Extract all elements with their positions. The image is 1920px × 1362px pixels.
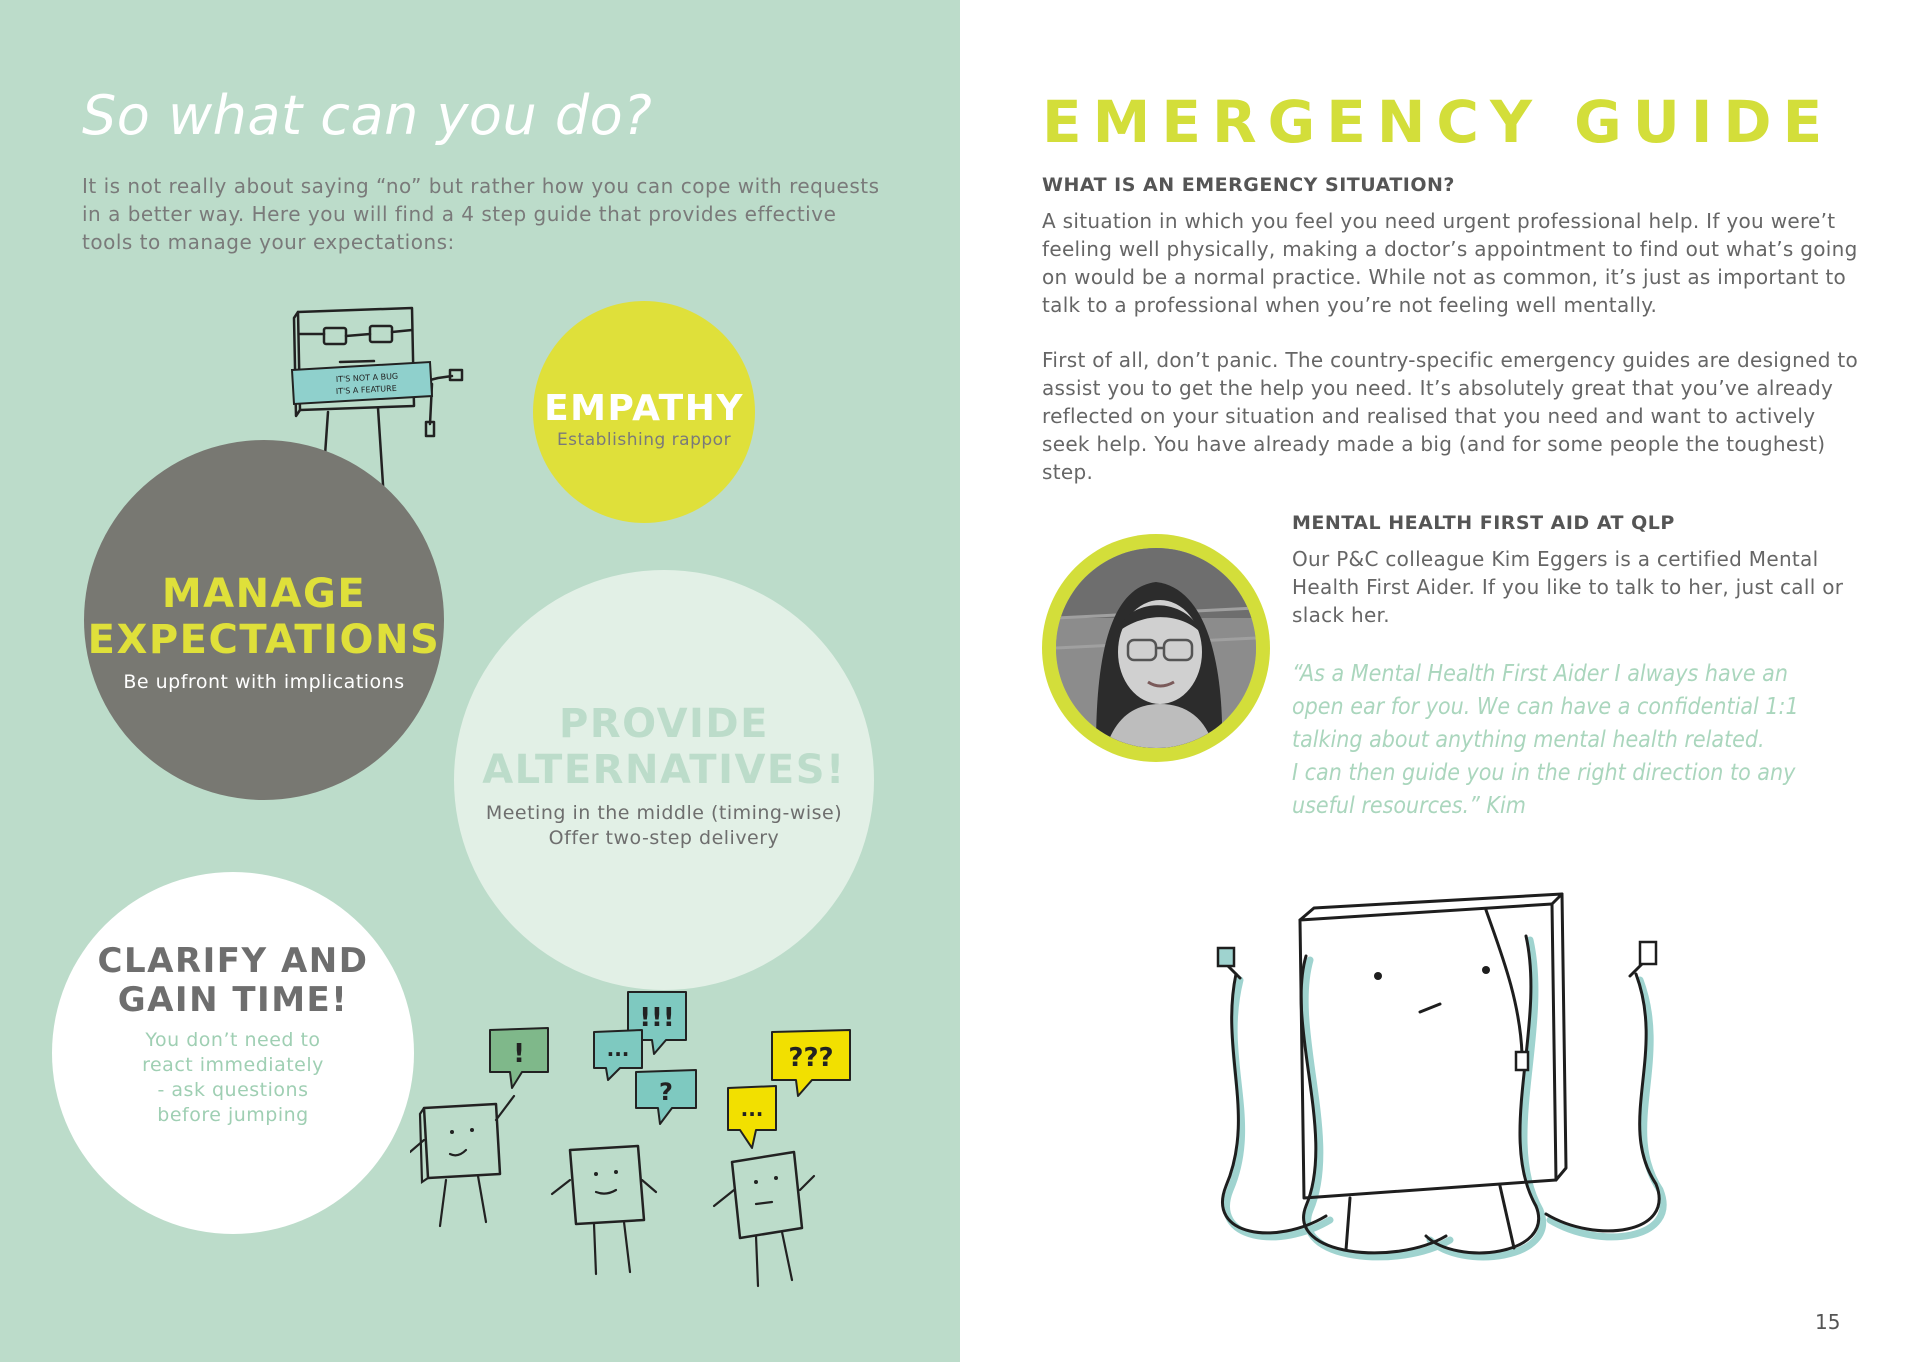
quote-line4: I can then guide you in the right direction to any [1292, 760, 1796, 786]
portrait-illustration [1056, 548, 1256, 748]
quote-line1: “As a Mental Health First Aider I always have an [1292, 661, 1788, 687]
right-page [960, 0, 1920, 1362]
empathy-title: EMPATHY [544, 388, 744, 430]
kim-photo [1056, 548, 1256, 748]
clarify-subtitle [123, 1028, 343, 1128]
shirt-text-line1: IT'S NOT A BUG [335, 371, 399, 384]
tangled-cables-robot-illustration [1200, 880, 1700, 1290]
bubble-exclaim: ! [513, 1039, 525, 1069]
quote-line3: talking about anything mental health related. [1292, 727, 1765, 753]
clarify-circle [52, 872, 414, 1234]
provide-subtitle-line2: Offer two-step delivery [548, 827, 780, 849]
provide-title [482, 701, 846, 793]
provide-subtitle-line1: Meeting in the middle (timing-wise) [485, 802, 843, 824]
manage-title-line2: EXPECTATIONS [87, 617, 441, 663]
provide-title-line1: PROVIDE [559, 701, 769, 747]
avatar [1042, 534, 1270, 762]
page-number: 15 [1815, 1310, 1841, 1334]
page-heading: So what can you do? [82, 84, 653, 147]
quote-line2: open ear for you. We can have a confidential 1:1 [1292, 694, 1799, 720]
clarify-title-line1: CLARIFY AND [97, 940, 369, 981]
provide-alternatives-circle [454, 570, 874, 990]
shirt-text-line2: IT'S A FEATURE [335, 383, 397, 396]
clarify-subtitle-line3: - ask questions [157, 1079, 309, 1102]
bubble-question: ? [659, 1078, 673, 1106]
manage-title-line1: MANAGE [161, 571, 367, 617]
provide-title-line2: ALTERNATIVES! [482, 747, 846, 793]
first-aider-paragraph: Our P&C colleague Kim Eggers is a certified Mental Health First Aider. If you like to talk to her, just call or slack her. [1292, 547, 1844, 627]
emergency-situation-subheading: WHAT IS AN EMERGENCY SITUATION? [1042, 174, 1455, 196]
bubble-dots-yellow: ... [740, 1097, 764, 1121]
empathy-subtitle: Establishing rappor [556, 429, 732, 450]
quote-line5: useful resources.” Kim [1292, 793, 1526, 819]
clarify-title-line2: GAIN TIME! [117, 980, 349, 1020]
emergency-guide-heading: EMERGENCY GUIDE [1042, 88, 1834, 156]
provide-subtitle [486, 801, 842, 851]
dont-panic-paragraph: First of all, don’t panic. The country-specific emergency guides are designed to assist you to get the help you need. It’s absolutely great that you’ve already reflected on your situation and realised that you need and want to actively seek help. You have already made a big (and for some people the toughest) step. [1042, 348, 1859, 484]
manage-title [88, 571, 441, 663]
bubble-dots: ... [606, 1037, 630, 1061]
clarify-subtitle-line2: react immediately [142, 1054, 324, 1077]
manage-subtitle: Be upfront with implications [123, 671, 405, 693]
empathy-circle [533, 301, 755, 523]
clarify-subtitle-line4: before jumping [157, 1104, 309, 1127]
robots-speech-bubbles-illustration [410, 980, 860, 1310]
emergency-definition-paragraph: A situation in which you feel you need urgent professional help. If you were’t feeling well physically, making a doctor’s appointment to find out what’s going on would be a normal practice. While not as common, it’s just as important to talk to a professional when you’re not feeling well mentally. [1042, 209, 1858, 317]
bubble-triple-exclaim: !!! [639, 1003, 675, 1033]
clarify-title [98, 942, 369, 1020]
clarify-subtitle-line1: You don’t need to [145, 1029, 321, 1052]
kim-quote [1292, 658, 1872, 823]
mental-health-first-aid-subheading: MENTAL HEALTH FIRST AID AT QLP [1292, 512, 1675, 534]
intro-text: It is not really about saying “no” but rather how you can cope with requests in a better way. Here you will find a 4 step guide that provides effective tools to manage your expectations: [82, 174, 880, 254]
bubble-triple-question: ??? [788, 1043, 834, 1073]
manage-expectations-circle [84, 440, 444, 800]
